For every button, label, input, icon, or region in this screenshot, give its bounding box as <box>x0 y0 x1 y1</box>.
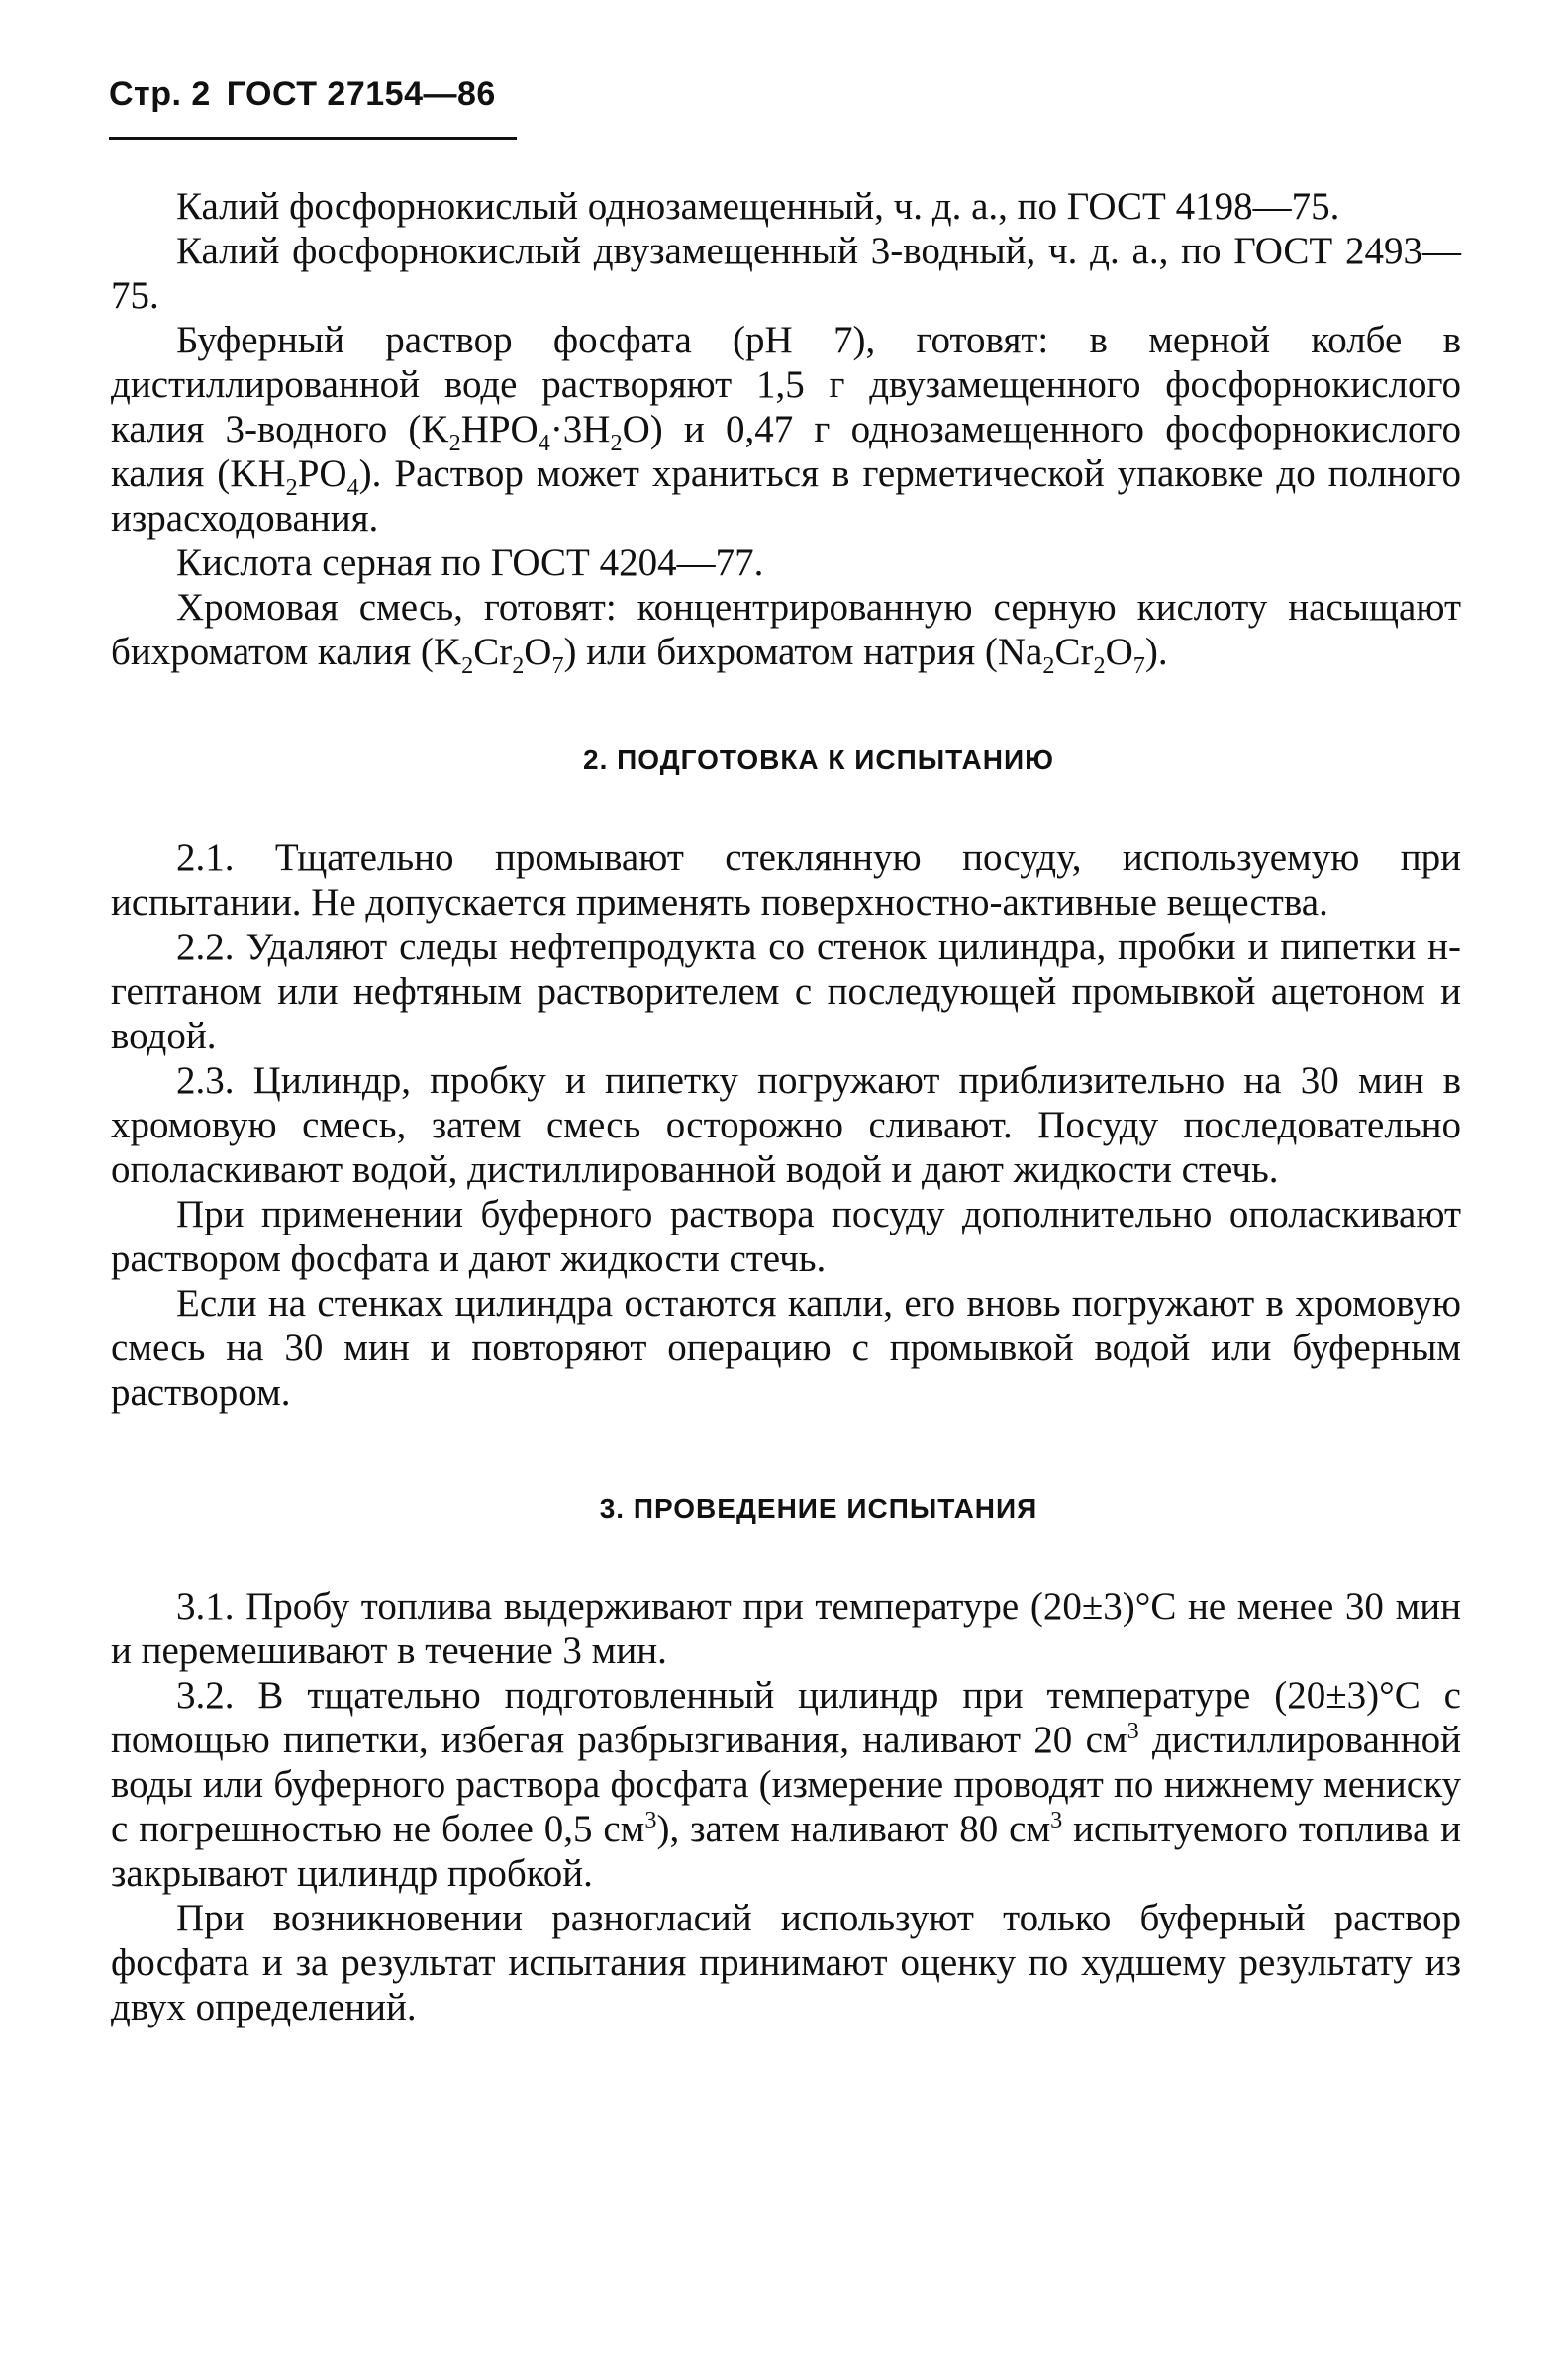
clause-paragraph: При применении буферного раствора посуду дополнительно ополаскивают раствором фосфата и дают жидкости стечь. <box>111 1193 1461 1280</box>
clause-paragraph: При возникновении разногласий используют только буферный раствор фосфата и за результат испытания принимают оценку по худшему результату из двух определений. <box>111 1897 1461 2028</box>
section-heading: 3. ПРОВЕДЕНИЕ ИСПЫТАНИЯ <box>599 1493 1038 1524</box>
text-run: Буферный раствор фосфата (pH 7), готовят: в мерной колбе в дистиллированной воде растворяют 1,5 г двузамещенного фосфорнокислого калия 3-водного ( <box>111 319 1461 450</box>
reagent-paragraph: Калий фосфорнокислый однозамещенный, ч. д. а., по ГОСТ 4198—75. <box>176 185 1340 228</box>
superscript: 3 <box>1127 1718 1139 1744</box>
running-header <box>109 77 496 111</box>
document-code: ГОСТ 27154—86 <box>226 75 496 113</box>
page-reference: Стр. 2 <box>109 75 211 113</box>
buffer-solution-paragraph: Буферный раствор фосфата (pH 7), готовят: в мерной колбе в дистиллированной воде растворяют 1,5 г двузамещенного фосфорнокислого калия 3-водного $(K_2HPO_4\cdot 3H_2O)$ и 0,47 г однозамещенного фосфорнокислого калия $(KH_2PO_4)$. Раствор может храниться в герметической упаковке до полного израсходования. <box>111 319 1461 540</box>
clause-paragraph: 3.1. Пробу топлива выдерживают при температуре (20±3)°С не менее 30 мин и перемешивают в течение 3 мин. <box>111 1585 1461 1672</box>
text-run: ) и 0,47 г однозамещенного фосфорнокислого калия ( <box>111 408 1461 495</box>
text-run: ) или бихроматом натрия ( <box>563 631 998 673</box>
clause-paragraph: Если на стенках цилиндра остаются капли, его вновь погружают в хромовую смесь на 30 мин и повторяют операцию с промывкой водой или буферным раствором. <box>111 1282 1461 1414</box>
text-run: ). Раствор может храниться в герметической упаковке до полного израсходования. <box>111 452 1461 540</box>
section-heading: 2. ПОДГОТОВКА К ИСПЫТАНИЮ <box>583 744 1054 775</box>
reagent-paragraph: Калий фосфорнокислый двузамещенный 3-водный, ч. д. а., по ГОСТ 2493—75. <box>111 230 1461 317</box>
text-run: ). <box>1144 631 1168 673</box>
text-run: испытуемого топлива и закрывают цилиндр пробкой. <box>111 1808 1461 1895</box>
clause-paragraph: 2.3. Цилиндр, пробку и пипетку погружают приблизительно на 30 мин в хромовую смесь, затем смесь осторожно сливают. Посуду последовательно ополаскивают водой, дистиллированной водой и дают жидкости стечь. <box>111 1059 1461 1191</box>
text-run: Хромовая смесь, готовят: концентрированную серную кислоту насыщают бихроматом калия ( <box>111 586 1461 673</box>
clause-paragraph: 2.2. Удаляют следы нефтепродукта со стенок цилиндра, пробки и пипетки н-гептаном или нефтяным растворителем с последующей промывкой ацетоном и водой. <box>111 926 1461 1057</box>
text-run: ), затем наливают 80 см <box>656 1808 1051 1850</box>
text-run: 3.2. В тщательно подготовленный цилиндр при температуре (20±3)°С с помощью пипетки, избегая разбрызгивания, наливают 20 см <box>111 1674 1461 1761</box>
superscript: 3 <box>1050 1807 1063 1833</box>
superscript: 3 <box>644 1807 657 1833</box>
clause-paragraph: 2.1. Тщательно промывают стеклянную посуду, используемую при испытании. Не допускается применять поверхностно-активные вещества. <box>111 837 1461 924</box>
reagent-paragraph: Кислота серная по ГОСТ 4204—77. <box>176 542 764 584</box>
header-rule <box>109 137 517 140</box>
text-run: дистиллированной воды или буферного раствора фосфата (измерение проводят по нижнему мениску с погрешностью не более 0,5 см <box>111 1719 1461 1850</box>
clause-paragraph <box>111 1673 1461 1896</box>
document-body <box>111 184 1461 2029</box>
chrome-mixture-paragraph: Хромовая смесь, готовят: концентрированную серную кислоту насыщают бихроматом калия $(K_2Cr_2O_7)$ или бихроматом натрия $(Na_2Cr_2O_7)$. <box>111 586 1461 679</box>
